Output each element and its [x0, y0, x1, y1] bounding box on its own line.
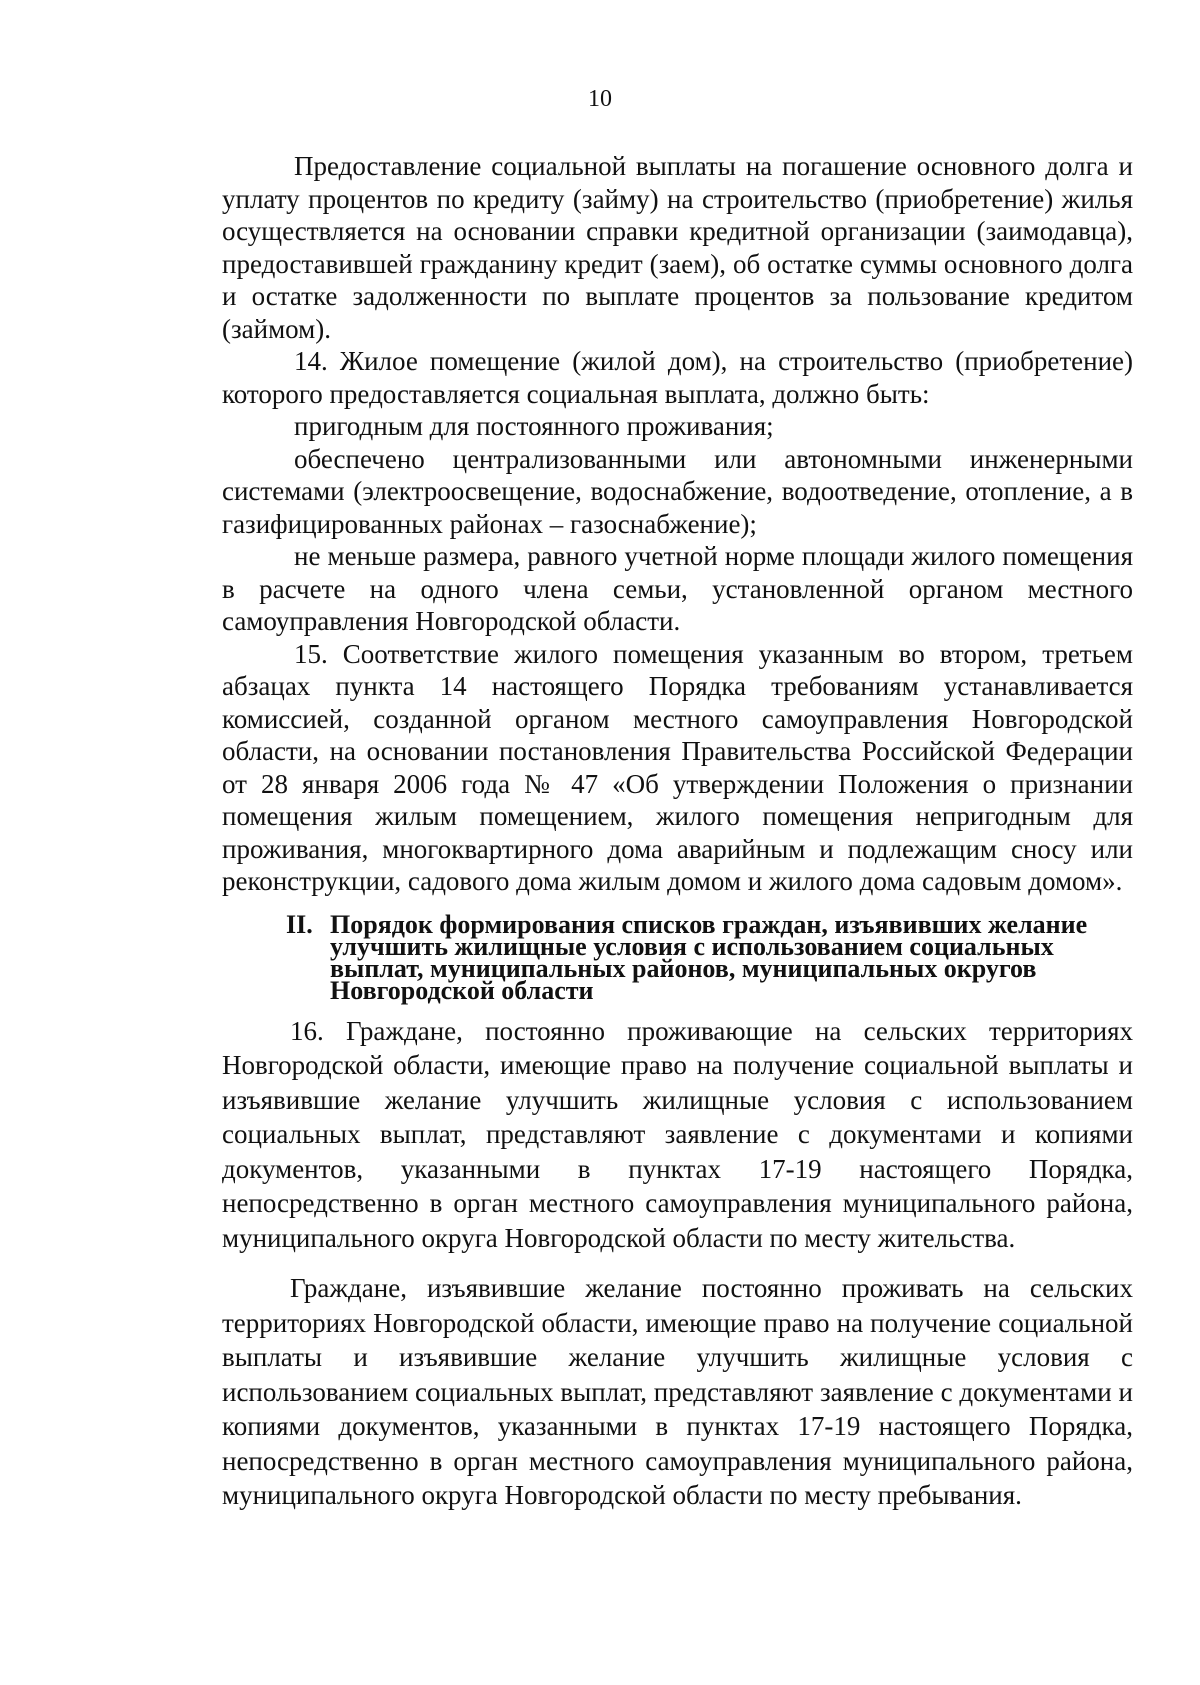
section-2-title: Порядок формирования списков граждан, изъявивших желание улучшить жилищные условия с использованием социальных выплат, муниципальных районов, муниципальных округов Новгородской области: [330, 909, 1088, 1005]
section-2-number: II.: [286, 909, 313, 939]
section-1-text: [222, 150, 1133, 898]
page-number: 10: [588, 86, 612, 112]
paragraph-16: 16. Граждане, постоянно проживающие на сельских территориях Новгородской области, имеющие право на получение социальной выплаты и изъявившие желание улучшить жилищные условия с использованием социальных выплат, представляют заявление с документами и копиями документов, указанными в пунктах 17-19 настоящего Порядка, непосредственно в орган местного самоуправления муниципального района, муниципального округа Новгородской области по месту жительства.: [222, 1015, 1133, 1253]
paragraph-15: 15. Соответствие жилого помещения указанным во втором, третьем абзацах пункта 14 настоящего Порядка требованиям устанавливается комиссией, созданной органом местного самоуправления Новгородской области, на основании постановления Правительства Российской Федерации от 28 января 2006 года № 47 «Об утверждении Положения о признании помещения жилым помещением, жилого помещения непригодным для проживания, многоквартирного дома аварийным и подлежащим сносу или реконструкции, садового дома жилым домом и жилого дома садовым домом».: [222, 638, 1133, 896]
paragraph-14-item-2: обеспечено централизованными или автономными инженерными системами (электроосвещение, водоснабжение, водоотведение, отопление, а в газифицированных районах – газоснабжение);: [222, 443, 1133, 539]
paragraph-14-item-3: не меньше размера, равного учетной норме площади жилого помещения в расчете на одного члена семьи, установленной органом местного самоуправления Новгородской области.: [222, 541, 1133, 636]
paragraph-14: 14. Жилое помещение (жилой дом), на строительство (приобретение) которого предоставляется социальная выплата, должно быть:: [222, 346, 1133, 409]
document-body: [222, 150, 1133, 1513]
paragraph-14-item-1: пригодным для постоянного проживания;: [294, 411, 774, 441]
section-2-text: [222, 1014, 1133, 1513]
paragraph-16-second: Граждане, изъявившие желание постоянно проживать на сельских территориях Новгородской области, имеющие право на получение социальной выплаты и изъявившие желание улучшить жилищные условия с использованием социальных выплат, представляют заявление с документами и копиями документов, указанными в пунктах 17-19 настоящего Порядка, непосредственно в орган местного самоуправления муниципального района, муниципального округа Новгородской области по месту пребывания.: [222, 1273, 1133, 1510]
paragraph-credit-certificate: Предоставление социальной выплаты на погашение основного долга и уплату процентов по кредиту (займу) на строительство (приобретение) жилья осуществляется на основании справки кредитной организации (заимодавца), предоставившей гражданину кредит (заем), об остатке суммы основного долга и остатке задолженности по выплате процентов за пользование кредитом (займом).: [222, 151, 1133, 344]
section-2-heading: [222, 909, 1133, 1005]
